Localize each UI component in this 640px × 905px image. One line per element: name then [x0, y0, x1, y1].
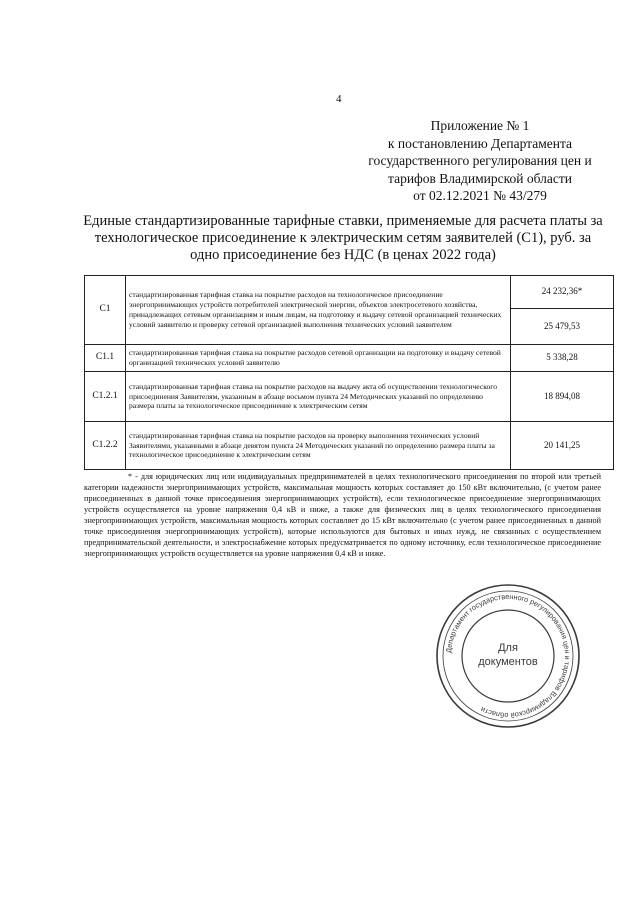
table-row — [85, 372, 614, 422]
table-row — [85, 422, 614, 470]
appendix-line-5: от 02.12.2021 № 43/279 — [413, 188, 547, 203]
rate-value: 25 479,53 — [511, 309, 614, 345]
rate-code: С1 — [85, 276, 126, 345]
footnote: * - для юридических лиц или индивидуальных предпринимателей в целях технологического присоединения по второй или третьей категории надежности энергопринимающих устройств, максимальная мощность которых составляет до 150 кВт включительно, (с учетом ранее присоединенных в данной точке присоединения энергопринимающих устройств), если технологическое присоединение энергопринимающих устройств осуществляется на уровне напряжения 0,4 кВ и ниже, а также для физических лиц в целях технологического присоединения энергопринимающих устройств, максимальная мощность которых составляет до 15 кВт включительно (с учетом ранее присоединенных в данной точке присоединения энергопринимающих устройств), которые используются для бытовых и иных нужд, не связанных с осуществлением предпринимательской деятельности, и электроснабжение которых предусматривается по одному источнику, если технологическое присоединение энергопринимающих устройств осуществляется на уровне напряжения 0,4 кВ и ниже. — [84, 472, 601, 558]
appendix-line-4: тарифов Владимирской области — [388, 170, 572, 186]
rate-code: С1.2.1 — [85, 372, 126, 422]
table-row — [85, 345, 614, 372]
rate-code: С1.2.2 — [85, 422, 126, 470]
stamp-seal — [433, 581, 583, 731]
rate-value: 20 141,25 — [511, 422, 614, 470]
rate-description: стандартизированная тарифная ставка на покрытие расходов на проверку выполнения технических условий Заявителями, указанными в абзаце девятом пункта 24 Методических указаний по определению размера платы за технологическое присоединение к электрическим сетям — [126, 422, 511, 470]
rate-code: С1.1 — [85, 345, 126, 372]
stamp-center-line-1: Для — [498, 642, 518, 654]
rate-description: стандартизированная тарифная ставка на покрытие расходов сетевой организации на подготовку и выдачу сетевой организацией технических условий заявителю — [126, 345, 511, 372]
rate-value: 18 894,08 — [511, 372, 614, 422]
appendix-line-1: Приложение № 1 — [430, 118, 530, 133]
rate-value: 24 232,36* — [511, 276, 614, 309]
appendix-header — [360, 117, 600, 205]
rates-table — [84, 275, 614, 470]
document-title: Единые стандартизированные тарифные ставки, применяемые для расчета платы за технологическое присоединение к электрическим сетям заявителей (С1), руб. за одно присоединение без НДС (в ценах 2022 года) — [83, 213, 603, 263]
stamp-ring-text: Департамент государственного регулирования цен и тарифов Владимирской области — [444, 591, 573, 721]
rate-description: стандартизированная тарифная ставка на покрытие расходов на технологическое присоединение энергопринимающих устройств потребителей электрической энергии, объектов электросетевого хозяйства, принадлежащих сетевым организациям и иным лицам, на подготовку и выдачу сетевой организацией технических условий заявителю и проверку сетевой организацией выполнения технических условий заявителем — [126, 276, 511, 345]
table-row — [85, 276, 614, 309]
stamp-center-line-2: документов — [478, 656, 538, 668]
appendix-line-3: государственного регулирования цен и — [368, 153, 592, 168]
appendix-line-2: к постановлению Департамента — [387, 135, 573, 151]
rate-description: стандартизированная тарифная ставка на покрытие расходов на выдачу акта об осуществлении технологического присоединения Заявителям, указанным в абзаце восьмом пункта 24 Методических указаний по определению размера платы за технологическое присоединение к электрическим сетям — [126, 372, 511, 422]
rate-value: 5 338,28 — [511, 345, 614, 372]
page-number: 4 — [336, 93, 342, 105]
